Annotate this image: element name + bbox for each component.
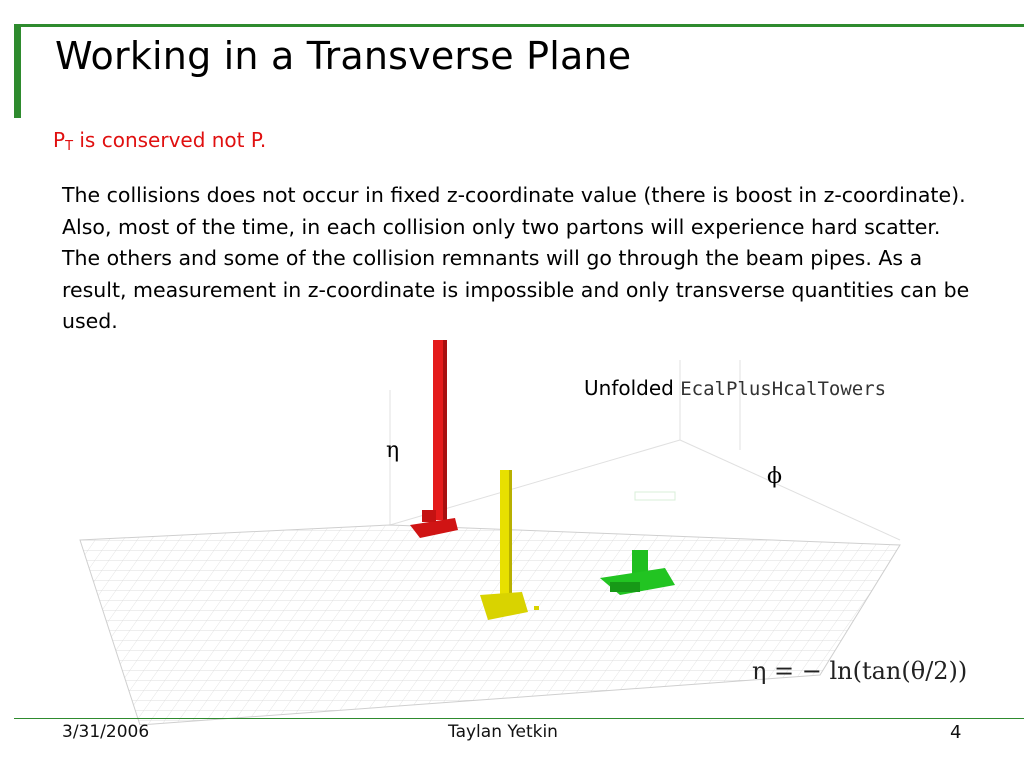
slide-subtitle	[53, 128, 266, 154]
slide-title: Working in a Transverse Plane	[55, 34, 632, 78]
body-paragraph: The collisions does not occur in fixed z-coordinate value (there is boost in z-coordinate). Also, most of the time, in each collision only two partons will experience hard scatter. The others and some of the collision remnants will go through the beam pipes. As a result, measurement in z-coordinate is impossible and only transverse quantities can be used.	[62, 183, 970, 333]
footer-date: 3/31/2006	[62, 722, 150, 742]
pseudorapidity-formula: η = − ln(tan(θ/2))	[752, 657, 968, 685]
footer-line	[14, 718, 1024, 719]
red-tower	[410, 340, 458, 538]
subtitle-rest: is conserved not P.	[73, 128, 267, 152]
figure-caption	[584, 376, 886, 400]
caption-prefix: Unfolded	[584, 376, 674, 400]
phi-axis-label: ϕ	[767, 464, 782, 489]
grid-plane	[80, 525, 900, 725]
top-accent-line	[14, 24, 1024, 27]
page-number: 4	[950, 722, 962, 743]
footer-author: Taylan Yetkin	[448, 722, 558, 742]
subtitle-p: P	[53, 128, 66, 152]
plot-info-box	[635, 492, 675, 500]
left-accent-bar	[14, 26, 21, 118]
subtitle-subscript: T	[65, 139, 74, 154]
caption-code: EcalPlusHcalTowers	[680, 378, 887, 400]
eta-axis-label: η	[386, 438, 400, 463]
